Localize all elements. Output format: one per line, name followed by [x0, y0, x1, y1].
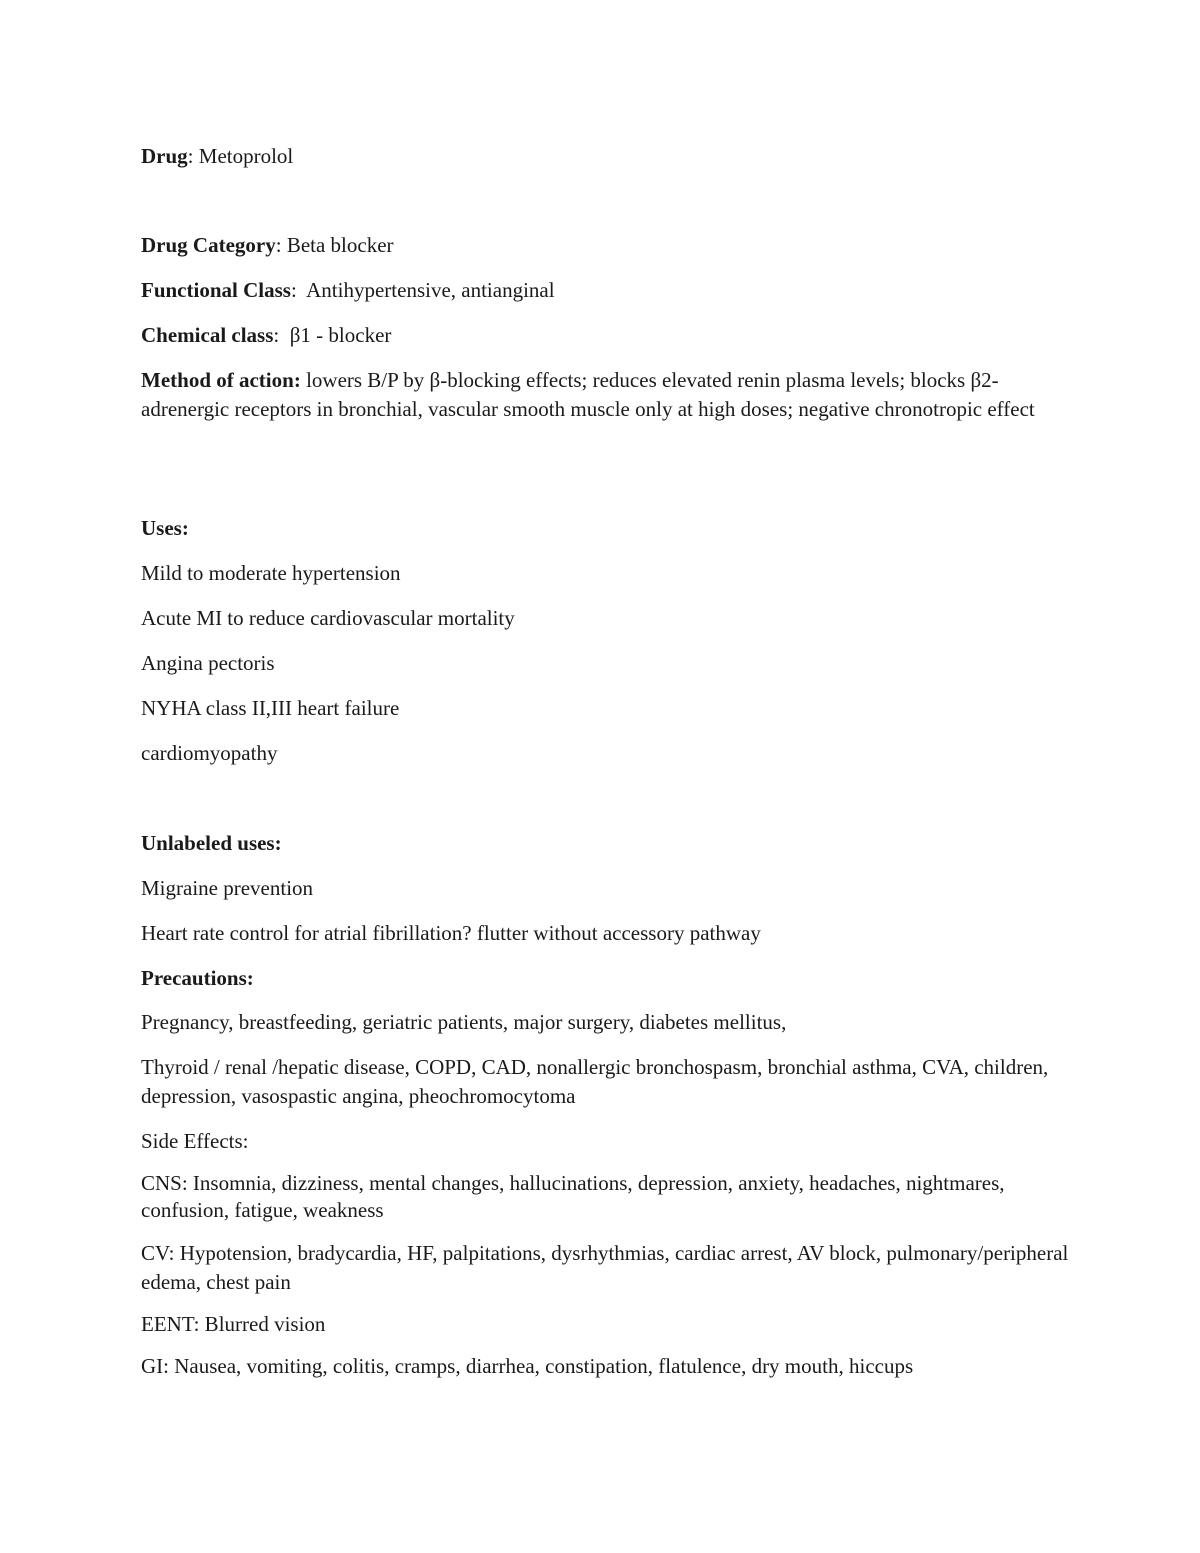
- uses-heading: Uses:: [141, 516, 189, 540]
- uses-item: cardiomyopathy: [141, 741, 278, 765]
- chemical-class-value: β1 - blocker: [289, 323, 392, 347]
- uses-item: NYHA class II,III heart failure: [141, 696, 400, 720]
- uses-item: Mild to moderate hypertension: [141, 561, 401, 585]
- unlabeled-uses-item: Heart rate control for atrial fibrillation? flutter without accessory pathway: [141, 921, 761, 945]
- precautions-heading: Precautions:: [141, 966, 254, 990]
- drug-category-value: Beta blocker: [286, 233, 394, 257]
- drug-category-sep: :: [275, 233, 287, 257]
- side-effects-item: CV: Hypotension, bradycardia, HF, palpitations, dysrhythmias, cardiac arrest, AV block, pulmonary/peripheral edema, chest pain: [141, 1241, 1069, 1294]
- drug-category-label: Drug Category: [141, 233, 276, 257]
- chemical-class-line: [141, 321, 1081, 350]
- uses-item: Acute MI to reduce cardiovascular mortality: [141, 606, 515, 630]
- functional-class-sep: :: [290, 278, 307, 302]
- unlabeled-uses-heading: Unlabeled uses:: [141, 831, 282, 855]
- uses-item: Angina pectoris: [141, 651, 275, 675]
- method-of-action-text: lowers B/P by β-blocking effects; reduces elevated renin plasma levels; blocks β2-adrenergic receptors in bronchial, vascular smooth muscle only at high doses; negative chronotropic effect: [141, 368, 1035, 421]
- precautions-item: Thyroid / renal /hepatic disease, COPD, CAD, nonallergic bronchospasm, bronchial asthma, CVA, children, depression, vasospastic angina, pheochromocytoma: [141, 1055, 1049, 1108]
- functional-class-line: [141, 276, 1081, 305]
- unlabeled-uses-item: Migraine prevention: [141, 876, 314, 900]
- side-effects-item: GI: Nausea, vomiting, colitis, cramps, diarrhea, constipation, flatulence, dry mouth, hiccups: [141, 1354, 914, 1378]
- side-effects-heading: Side Effects:: [141, 1129, 249, 1153]
- drug-sep: :: [187, 144, 199, 168]
- chemical-class-sep: :: [273, 323, 290, 347]
- precautions-item: Pregnancy, breastfeeding, geriatric patients, major surgery, diabetes mellitus,: [141, 1010, 787, 1034]
- side-effects-item: EENT: Blurred vision: [141, 1312, 326, 1336]
- method-of-action-paragraph: [141, 366, 1081, 424]
- side-effects-item: CNS: Insomnia, dizziness, mental changes, hallucinations, depression, anxiety, headaches, nightmares, confusion, fatigue, weakness: [141, 1171, 1005, 1222]
- functional-class-label: Functional Class: [141, 278, 291, 302]
- drug-category-line: [141, 231, 1081, 260]
- drug-label: Drug: [141, 144, 188, 168]
- functional-class-value: Antihypertensive, antianginal: [306, 278, 555, 302]
- drug-line: [141, 142, 1081, 171]
- drug-value: Metoprolol: [198, 144, 294, 168]
- chemical-class-label: Chemical class: [141, 323, 274, 347]
- method-of-action-label: Method of action:: [141, 368, 301, 392]
